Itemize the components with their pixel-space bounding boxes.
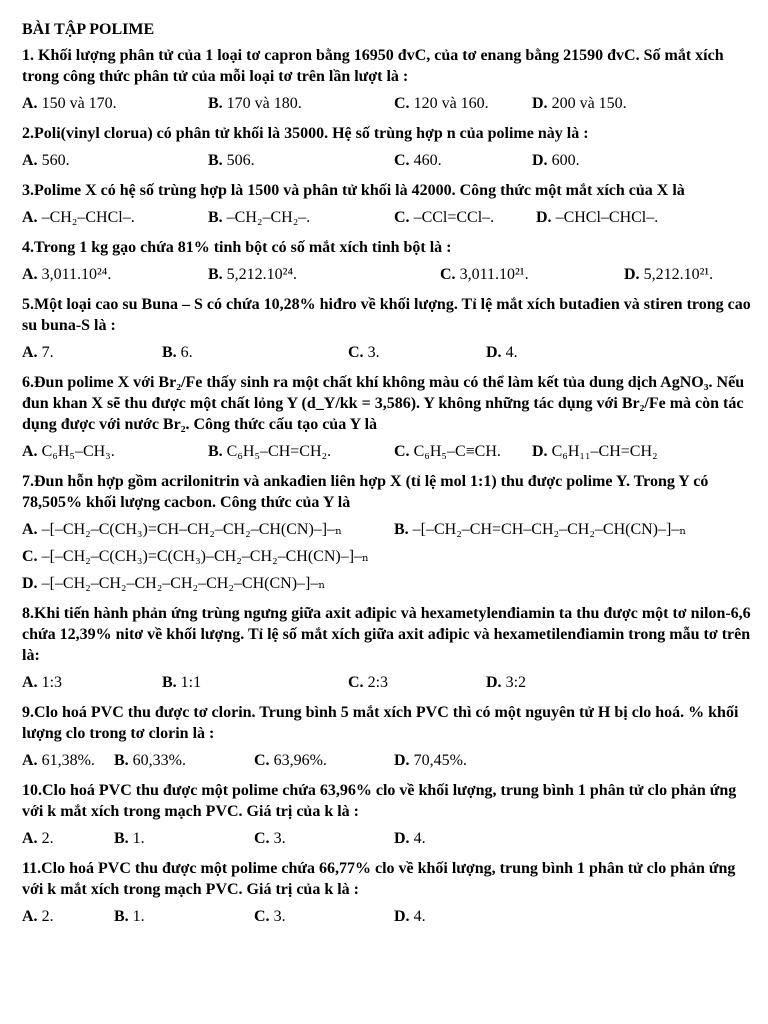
option-text: C₆H₅–CH=CH₂. [222,443,332,460]
option-label: C. [394,443,410,460]
option-text: 3,011.10²⁴. [37,266,112,283]
option-label: B. [208,266,223,283]
question-6 [22,372,752,462]
worksheet [22,20,752,936]
option-text: C₆H₅–CH₃. [37,443,115,460]
answer-options [22,750,752,771]
option-label: A. [22,95,38,112]
option-text: 560. [37,152,70,169]
option-d[interactable] [394,906,426,927]
option-d[interactable] [532,441,658,462]
option-text: 5,212.10²¹. [639,266,714,283]
question-5 [22,294,752,363]
option-b[interactable] [114,828,145,849]
option-text: –[–CH₂–C(CH₃)=CH–CH₂–CH₂–CH(CN)–]–ₙ [37,521,343,538]
option-c[interactable] [254,750,327,771]
option-a[interactable] [22,519,342,540]
option-text: 60,33%. [128,752,186,769]
option-d[interactable] [532,150,580,171]
option-text: 2. [37,908,54,925]
option-c[interactable] [394,93,489,114]
option-text: 506. [222,152,255,169]
option-c[interactable] [254,906,286,927]
option-c[interactable] [394,150,442,171]
option-d[interactable] [394,828,426,849]
option-text: 2. [37,830,54,847]
question-4 [22,237,752,285]
option-label: B. [162,344,177,361]
option-label: D. [532,152,548,169]
question-text: 6.Đun polime X với Br₂/Fe thấy sinh ra một chất khí không màu có thể làm kết tủa dung dịch AgNO₃. Nếu đun khan X sẽ thu được một chất lỏng Y (d_Y/kk = 3,586). Y không những tác dụng với Br₂/Fe mà còn tác dụng được với nước Br₂. Công thức cấu tạo của Y là [22,374,745,433]
option-label: D. [532,95,548,112]
option-a[interactable] [22,150,70,171]
question-9 [22,702,752,771]
option-b[interactable] [114,906,145,927]
option-label: C. [254,752,270,769]
option-text: 200 và 150. [547,95,627,112]
option-a[interactable] [22,342,54,363]
option-text: 1:3 [37,674,63,691]
option-label: A. [22,266,38,283]
option-text: 460. [409,152,442,169]
option-label: D. [394,752,410,769]
option-text: 63,96%. [269,752,327,769]
question-text: 9.Clo hoá PVC thu được tơ clorin. Trung bình 5 mắt xích PVC thì có một nguyên tử H bị clo hoá. % khối lượng clo trong tơ clorin là : [22,704,739,742]
question-text: 11.Clo hoá PVC thu được một polime chứa 66,77% clo về khối lượng, trung bình 1 phân tử clo phản ứng với k mắt xích trong mạch PVC. Giá trị của k là : [22,860,736,898]
option-text: 170 và 180. [222,95,302,112]
option-d[interactable] [486,342,518,363]
question-text: 8.Khi tiến hành phản ứng trùng ngưng giữa axit ađipic và hexametylenđiamin ta thu được một tơ nilon-6,6 chứa 12,39% nitơ về khối lượng. Tỉ lệ số mắt xích giữa axit ađipic và hexametilenđiamin trong mẫu tơ trên là: [22,605,751,664]
answer-options [22,546,752,567]
option-text: –CHCl–CHCl–. [551,209,659,226]
option-label: D. [536,209,552,226]
option-b[interactable] [208,207,310,228]
option-label: A. [22,344,38,361]
option-text: –CH₂–CHCl–. [37,209,135,226]
option-label: A. [22,908,38,925]
option-a[interactable] [22,264,111,285]
option-b[interactable] [162,342,193,363]
answer-options [22,150,752,171]
answer-options [22,441,752,462]
option-label: B. [114,830,129,847]
option-label: D. [394,908,410,925]
option-b[interactable] [208,150,255,171]
option-label: D. [394,830,410,847]
option-text: 5,212.10²⁴. [222,266,298,283]
answer-options [22,207,752,228]
question-2 [22,123,752,171]
option-c[interactable] [440,264,529,285]
option-c[interactable] [348,672,388,693]
option-text: 3. [269,908,286,925]
option-label: D. [532,443,548,460]
option-c[interactable] [254,828,286,849]
option-b[interactable] [208,441,331,462]
option-a[interactable] [22,672,62,693]
answer-options [22,906,752,927]
option-label: A. [22,752,38,769]
option-b[interactable] [394,519,686,540]
option-label: D. [486,344,502,361]
option-label: A. [22,152,38,169]
option-text: 2:3 [363,674,389,691]
option-label: C. [394,95,410,112]
option-text: C₆H₁₁–CH=CH₂ [547,443,658,460]
worksheet-title: BÀI TẬP POLIME [22,21,155,38]
option-text: 61,38%. [37,752,95,769]
option-text: 3:2 [501,674,527,691]
option-label: B. [208,95,223,112]
option-d[interactable] [624,264,713,285]
option-text: 70,45%. [409,752,467,769]
question-text: 3.Polime X có hệ số trùng hợp là 1500 và phân tử khối là 42000. Công thức một mắt xích của X là [22,182,685,199]
option-d[interactable] [536,207,658,228]
option-label: B. [208,443,223,460]
option-text: –CH₂–CH₂–. [222,209,311,226]
question-7 [22,471,752,594]
option-label: C. [22,548,38,565]
option-text: –[–CH₂–CH₂–CH₂–CH₂–CH₂–CH(CN)–]–ₙ [37,575,326,592]
option-c[interactable] [394,441,501,462]
option-a[interactable] [22,906,54,927]
option-label: C. [254,830,270,847]
option-text: –CCl=CCl–. [409,209,495,226]
option-a[interactable] [22,207,135,228]
option-d[interactable] [486,672,526,693]
option-text: 3,011.10²¹. [455,266,529,283]
answer-options [22,828,752,849]
question-10 [22,780,752,849]
option-b[interactable] [114,750,186,771]
option-text: 600. [547,152,580,169]
option-a[interactable] [22,441,115,462]
option-text: 4. [501,344,518,361]
question-3 [22,180,752,228]
answer-options [22,519,752,540]
option-text: 6. [176,344,193,361]
question-text: 4.Trong 1 kg gạo chứa 81% tinh bột có số mắt xích tinh bột là : [22,239,452,256]
option-text: 1:1 [176,674,202,691]
option-c[interactable] [348,342,380,363]
option-label: D. [624,266,640,283]
option-b[interactable] [208,93,302,114]
option-label: C. [348,674,364,691]
option-label: B. [162,674,177,691]
option-label: B. [114,752,129,769]
answer-options [22,672,752,693]
answer-options [22,573,752,594]
option-label: A. [22,209,38,226]
option-text: 150 và 170. [37,95,117,112]
option-label: B. [394,521,409,538]
option-label: C. [394,209,410,226]
option-text: 120 và 160. [409,95,489,112]
option-label: A. [22,521,38,538]
option-d[interactable] [22,573,325,594]
option-text: C₆H₅–C≡CH. [409,443,501,460]
option-text: 4. [409,908,426,925]
option-text: 4. [409,830,426,847]
question-text: 7.Đun hỗn hợp gồm acrilonitrin và ankađien liên hợp X (tỉ lệ mol 1:1) thu được polime Y. Trong Y có 78,505% khối lượng cacbon. Công thức của Y là [22,473,709,511]
option-label: C. [394,152,410,169]
option-b[interactable] [208,264,297,285]
question-11 [22,858,752,927]
option-label: B. [208,152,223,169]
question-text: 1. Khối lượng phân tử của 1 loại tơ capron bằng 16950 đvC, của tơ enang bằng 21590 đvC. Số mắt xích trong công thức phân tử của mỗi loại tơ trên lần lượt là : [22,47,724,85]
option-b[interactable] [162,672,201,693]
option-text: 7. [37,344,54,361]
option-text: 3. [363,344,380,361]
option-text: 3. [269,830,286,847]
answer-options [22,93,752,114]
option-label: A. [22,674,38,691]
option-label: C. [254,908,270,925]
option-text: 1. [128,908,145,925]
option-c[interactable] [22,546,369,567]
option-c[interactable] [394,207,494,228]
question-8 [22,603,752,693]
option-a[interactable] [22,750,95,771]
option-a[interactable] [22,93,117,114]
answer-options [22,264,752,285]
option-text: 1. [128,830,145,847]
question-text: 5.Một loại cao su Buna – S có chứa 10,28% hiđro về khối lượng. Tỉ lệ mắt xích butađien và stiren trong cao su buna-S là : [22,296,751,334]
option-d[interactable] [394,750,467,771]
option-label: B. [114,908,129,925]
option-label: C. [440,266,456,283]
option-text: –[–CH₂–CH=CH–CH₂–CH₂–CH(CN)–]–ₙ [408,521,687,538]
question-text: 10.Clo hoá PVC thu được một polime chứa 63,96% clo về khối lượng, trung bình 1 phân tử clo phản ứng với k mắt xích trong mạch PVC. Giá trị của k là : [22,782,737,820]
option-text: –[–CH₂–C(CH₃)=C(CH₃)–CH₂–CH₂–CH(CN)–]–ₙ [37,548,369,565]
question-1 [22,45,752,114]
option-label: A. [22,443,38,460]
option-d[interactable] [532,93,627,114]
option-label: C. [348,344,364,361]
option-a[interactable] [22,828,54,849]
option-label: D. [22,575,38,592]
question-text: 2.Poli(vinyl clorua) có phân tử khối là 35000. Hệ số trùng hợp n của polime này là : [22,125,589,142]
option-label: A. [22,830,38,847]
option-label: D. [486,674,502,691]
option-label: B. [208,209,223,226]
answer-options [22,342,752,363]
